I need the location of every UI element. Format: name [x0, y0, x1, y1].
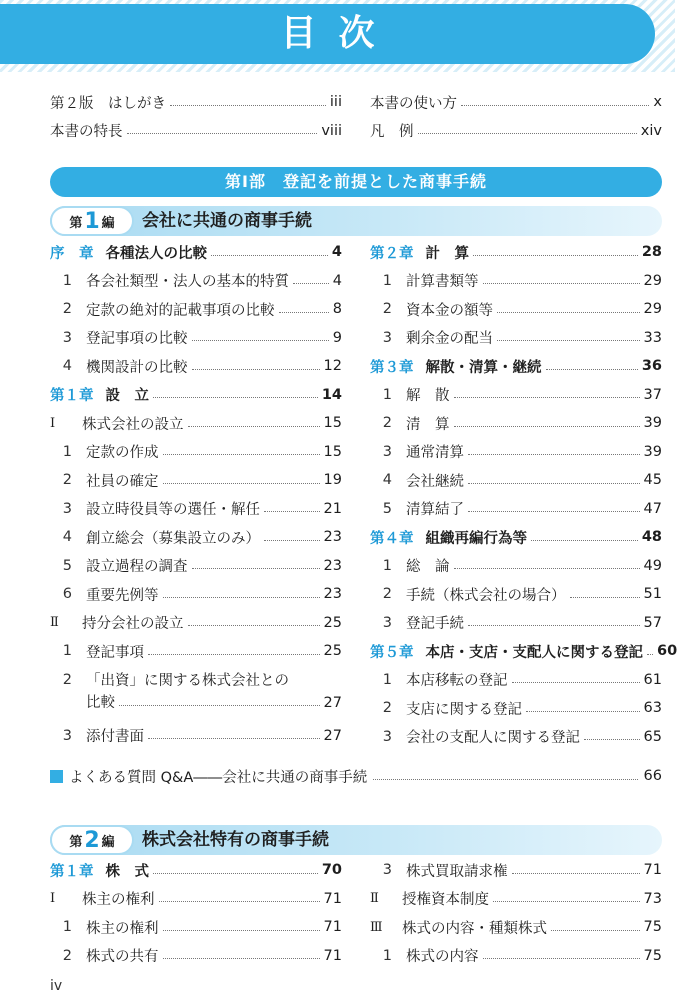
entry-page: 71 [643, 862, 662, 879]
section-label-prefix: 第 [69, 215, 83, 231]
entry-number: 3 [62, 500, 72, 517]
toc-entry[interactable] [370, 495, 662, 524]
toc-entry[interactable] [50, 466, 342, 495]
section-label-number: 1 [84, 208, 100, 234]
entry-label: 重要先例等 [86, 587, 159, 604]
chapter-number: 第１章 [50, 388, 94, 405]
entry-page: 23 [323, 557, 342, 574]
toc-entry[interactable] [50, 885, 342, 914]
leader-dots [647, 654, 653, 655]
entry-label: 創立総会（募集設立のみ） [86, 530, 260, 547]
leader-dots [163, 930, 320, 931]
entry-label: 株式会社の設立 [82, 416, 184, 433]
chapter-number: 第２章 [370, 245, 414, 262]
entry-label: 本書の使い方 [370, 95, 457, 112]
entry-number: 5 [62, 557, 72, 574]
section2-right-column [370, 856, 662, 970]
leader-dots [468, 625, 640, 626]
entry-page: 12 [323, 358, 342, 375]
toc-entry[interactable] [50, 942, 342, 971]
leader-dots [153, 873, 318, 874]
entry-label: 計算書類等 [406, 274, 479, 291]
leader-dots [454, 397, 640, 398]
entry-number: 2 [62, 301, 72, 318]
leader-dots [418, 133, 637, 134]
section1-right-column [370, 238, 677, 751]
entry-label: 会社継続 [406, 473, 464, 490]
entry-label: 資本金の額等 [406, 302, 493, 319]
section-band-1 [50, 206, 662, 236]
section1-left-column [50, 238, 342, 750]
entry-label: 本店移転の登記 [406, 673, 508, 690]
entry-page: 9 [332, 329, 342, 346]
entry-page: 4 [331, 244, 342, 261]
leader-dots [170, 105, 326, 106]
page-title: 目次 [280, 13, 397, 54]
toc-entry[interactable] [50, 609, 342, 638]
leader-dots [163, 597, 320, 598]
entry-label: 社員の確定 [86, 473, 159, 490]
toc-entry[interactable] [370, 666, 662, 695]
chapter-number: 序 章 [50, 245, 94, 262]
leader-dots [148, 654, 320, 655]
toc-entry[interactable] [50, 913, 342, 942]
entry-page: 21 [323, 500, 342, 517]
section-band-2 [50, 825, 662, 855]
entry-number: 1 [382, 272, 392, 289]
toc-chapter-entry[interactable] [370, 637, 677, 666]
entry-page: 27 [323, 694, 342, 711]
entry-page: 61 [643, 671, 662, 688]
entry-label: 通常清算 [406, 445, 464, 462]
toc-entry[interactable] [370, 409, 662, 438]
leader-dots [468, 511, 640, 512]
entry-label: 授権資本制度 [402, 892, 489, 909]
entry-page: 25 [323, 643, 342, 660]
toc-entry[interactable] [50, 267, 342, 296]
toc-entry[interactable] [370, 856, 662, 885]
toc-entry[interactable] [50, 552, 342, 581]
entry-number: 4 [62, 529, 72, 546]
toc-entry[interactable] [370, 580, 662, 609]
leader-dots [512, 682, 640, 683]
leader-dots [163, 958, 320, 959]
leader-dots [512, 873, 640, 874]
entry-page: 73 [643, 890, 662, 907]
toc-entry[interactable] [370, 942, 662, 971]
entry-label: 株式の内容・種類株式 [402, 920, 547, 937]
section-roman-numeral: Ⅲ [370, 919, 383, 935]
entry-label: 計 算 [425, 245, 469, 262]
leader-dots [546, 369, 638, 370]
entry-label: 株主の権利 [82, 892, 155, 909]
entry-page: 70 [321, 862, 342, 879]
entry-number: 3 [382, 862, 392, 879]
toc-entry[interactable] [50, 409, 342, 438]
toc-entry[interactable] [50, 495, 342, 524]
section-roman-numeral: Ⅱ [50, 615, 59, 631]
toc-entry[interactable] [370, 295, 662, 324]
entry-page: 36 [641, 358, 662, 375]
entry-page: 15 [323, 415, 342, 432]
leader-dots [153, 397, 318, 398]
entry-label-line2 [86, 692, 342, 714]
leader-dots [468, 483, 640, 484]
entry-label: 株主の権利 [86, 920, 159, 937]
entry-number: 2 [382, 301, 392, 318]
leader-dots [373, 779, 637, 780]
entry-number: 1 [62, 443, 72, 460]
entry-label: 総 論 [406, 559, 450, 576]
entry-page: 39 [643, 415, 662, 432]
entry-page: 75 [643, 919, 662, 936]
entry-page: 71 [323, 890, 342, 907]
entry-label: 清 算 [406, 416, 450, 433]
entry-number: 5 [382, 500, 392, 517]
entry-page: 23 [323, 586, 342, 603]
leader-dots [551, 930, 640, 931]
entry-page: 45 [643, 472, 662, 489]
entry-number: 3 [382, 443, 392, 460]
leader-dots [570, 597, 640, 598]
leader-dots [483, 958, 640, 959]
toc-entry[interactable] [370, 913, 662, 942]
entry-page: 71 [323, 919, 342, 936]
entry-label: 添付書面 [86, 729, 144, 746]
entry-label: 登記事項の比較 [86, 331, 188, 348]
entry-number: 1 [382, 947, 392, 964]
entry-number: 6 [62, 586, 72, 603]
chapter-number: 第１章 [50, 863, 94, 880]
toc-entry[interactable] [370, 267, 662, 296]
entry-page: 8 [332, 301, 342, 318]
toc-entry[interactable] [370, 885, 662, 914]
toc-entry[interactable] [370, 466, 662, 495]
entry-number: 2 [382, 415, 392, 432]
entry-number: 1 [62, 919, 72, 936]
leader-dots [148, 738, 320, 739]
toc-entry[interactable] [50, 637, 342, 666]
entry-text-block [86, 666, 342, 714]
entry-label: 持分会社の設立 [82, 616, 184, 633]
entry-page: 47 [643, 500, 662, 517]
entry-label: 剰余金の配当 [406, 331, 493, 348]
toc-entry[interactable] [50, 324, 342, 353]
toc-entry[interactable] [370, 324, 662, 353]
entry-page: 51 [643, 586, 662, 603]
toc-entry[interactable] [50, 523, 342, 552]
section2-left-column [50, 856, 342, 970]
toc-entry[interactable] [50, 666, 342, 722]
toc-entry[interactable] [50, 352, 342, 381]
entry-page: 60 [657, 643, 677, 660]
toc-entry[interactable] [370, 88, 662, 117]
toc-chapter-entry[interactable] [50, 238, 342, 267]
entry-label: 手続（株式会社の場合） [406, 587, 566, 604]
leader-dots [454, 426, 640, 427]
entry-number: 2 [62, 472, 72, 489]
toc-entry[interactable] [370, 117, 662, 146]
chapter-number: 第３章 [370, 359, 414, 376]
entry-label: 解 散 [406, 388, 450, 405]
section-label-suffix: 編 [101, 215, 115, 231]
chapter-number: 第４章 [370, 530, 414, 547]
entry-page: 33 [643, 329, 662, 346]
entry-label: 登記手続 [406, 616, 464, 633]
entry-label: 清算結了 [406, 502, 464, 519]
square-bullet-icon [50, 770, 63, 783]
toc-entry[interactable] [370, 381, 662, 410]
leader-dots [264, 540, 320, 541]
leader-dots [293, 283, 329, 284]
entry-number: 4 [382, 472, 392, 489]
toc-entry[interactable] [50, 438, 342, 467]
leader-dots [483, 283, 640, 284]
leader-dots [188, 426, 320, 427]
toc-entry[interactable] [50, 295, 342, 324]
entry-label: 株式の共有 [86, 949, 159, 966]
entry-page: 25 [323, 614, 342, 631]
leader-dots [163, 483, 320, 484]
leader-dots [473, 255, 638, 256]
toc-entry[interactable] [50, 580, 342, 609]
qa-page: 66 [643, 768, 662, 784]
toc-chapter-entry[interactable] [50, 856, 342, 885]
entry-number: 1 [382, 671, 392, 688]
entry-page: 39 [643, 443, 662, 460]
toc-entry[interactable] [370, 438, 662, 467]
entry-page: 27 [323, 727, 342, 744]
entry-label: 会社の支配人に関する登記 [406, 730, 580, 747]
leader-dots [188, 625, 320, 626]
leader-dots [192, 369, 320, 370]
entry-number: 2 [382, 586, 392, 603]
leader-dots [127, 133, 318, 134]
chapter-number: 第５章 [370, 644, 414, 661]
entry-page: xiv [640, 122, 662, 139]
toc-chapter-entry[interactable] [370, 523, 662, 552]
leader-dots [584, 739, 640, 740]
entry-page: 63 [643, 700, 662, 717]
entry-label: 解散・清算・継続 [425, 359, 542, 376]
entry-number: 3 [62, 727, 72, 744]
section-label-number: 2 [84, 827, 100, 853]
leader-dots [497, 312, 640, 313]
section-label-prefix: 第 [69, 834, 83, 850]
entry-number: 3 [382, 728, 392, 745]
entry-label: 各会社類型・法人の基本的特質 [86, 274, 289, 291]
entry-label: 各種法人の比較 [105, 245, 207, 262]
entry-label: 設立過程の調査 [86, 559, 188, 576]
entry-label: 組織再編行為等 [425, 530, 527, 547]
toc-entry[interactable] [370, 723, 662, 752]
entry-page: 75 [643, 947, 662, 964]
leader-dots [279, 312, 329, 313]
leader-dots [119, 705, 320, 706]
entry-label: 「出資」に関する株式会社との [86, 672, 289, 689]
entry-label: 支店に関する登記 [406, 701, 522, 718]
entry-label: 株 式 [105, 863, 149, 880]
section-title-1: 会社に共通の商事手続 [142, 211, 312, 231]
entry-page: iii [329, 94, 342, 111]
entry-number: 1 [62, 643, 72, 660]
entry-page: x [653, 94, 662, 111]
leader-dots [526, 711, 640, 712]
entry-page: 15 [323, 443, 342, 460]
qa-entry[interactable] [50, 762, 662, 790]
entry-page: 4 [332, 272, 342, 289]
front-matter-right [370, 88, 662, 145]
entry-page: 71 [323, 947, 342, 964]
entry-page: 23 [323, 529, 342, 546]
entry-label: 株式買取請求権 [406, 863, 508, 880]
entry-page: viii [321, 122, 342, 139]
toc-entry[interactable] [50, 117, 342, 146]
leader-dots [493, 901, 640, 902]
entry-number: 3 [382, 614, 392, 631]
entry-label: 定款の絶対的記載事項の比較 [86, 302, 275, 319]
entry-label: 登記事項 [86, 644, 144, 661]
toc-entry[interactable] [50, 722, 342, 751]
footer-page-number: iv [50, 978, 63, 994]
section-label-suffix: 編 [101, 834, 115, 850]
entry-label: 第２版 はしがき [50, 95, 166, 112]
entry-number: 1 [382, 386, 392, 403]
section-label-2 [50, 825, 134, 855]
entry-number: 2 [382, 700, 392, 717]
section-title-2: 株式会社特有の商事手続 [142, 830, 329, 850]
entry-page: 28 [641, 244, 662, 261]
section-roman-numeral: Ⅰ [50, 415, 56, 431]
section-roman-numeral: Ⅱ [370, 891, 379, 907]
entry-page: 48 [641, 529, 662, 546]
entry-label: 設 立 [105, 388, 149, 405]
leader-dots [454, 568, 640, 569]
entry-page: 49 [643, 557, 662, 574]
leader-dots [264, 511, 320, 512]
section-label-1 [50, 206, 134, 236]
leader-dots [163, 454, 320, 455]
front-matter-left [50, 88, 342, 145]
entry-number: 2 [62, 947, 72, 964]
entry-number: 3 [62, 329, 72, 346]
entry-page: 14 [321, 386, 342, 403]
entry-page: 65 [643, 728, 662, 745]
entry-label: 機関設計の比較 [86, 359, 188, 376]
entry-number: 1 [62, 272, 72, 289]
entry-number: 2 [62, 671, 72, 688]
leader-dots [211, 255, 328, 256]
entry-label-continued: 比較 [86, 694, 115, 711]
toc-chapter-entry[interactable] [370, 238, 662, 267]
qa-label: よくある質問 Q&A――会社に共通の商事手続 [69, 769, 368, 786]
leader-dots [192, 568, 320, 569]
entry-number: 1 [382, 557, 392, 574]
entry-label: 定款の作成 [86, 445, 159, 462]
entry-number: 4 [62, 358, 72, 375]
toc-chapter-entry[interactable] [50, 381, 342, 410]
leader-dots [159, 901, 320, 902]
entry-label: 株式の内容 [406, 949, 479, 966]
leader-dots [497, 340, 640, 341]
toc-entry[interactable] [370, 552, 662, 581]
entry-page: 19 [323, 472, 342, 489]
entry-label: 本店・支店・支配人に関する登記 [425, 644, 643, 661]
toc-entry[interactable] [50, 88, 342, 117]
leader-dots [531, 540, 638, 541]
entry-page: 37 [643, 386, 662, 403]
part-heading: 第Ⅰ部 登記を前提とした商事手続 [50, 167, 662, 197]
entry-number: 3 [382, 329, 392, 346]
entry-label: 設立時役員等の選任・解任 [86, 502, 260, 519]
leader-dots [468, 454, 640, 455]
entry-page: 29 [643, 272, 662, 289]
leader-dots [461, 105, 649, 106]
entry-page: 57 [643, 614, 662, 631]
entry-label: 本書の特長 [50, 124, 123, 141]
entry-label: 凡 例 [370, 124, 414, 141]
section-roman-numeral: Ⅰ [50, 891, 56, 907]
toc-chapter-entry[interactable] [370, 352, 662, 381]
entry-page: 29 [643, 301, 662, 318]
toc-entry[interactable] [370, 609, 662, 638]
toc-entry[interactable] [370, 694, 662, 723]
leader-dots [192, 340, 329, 341]
